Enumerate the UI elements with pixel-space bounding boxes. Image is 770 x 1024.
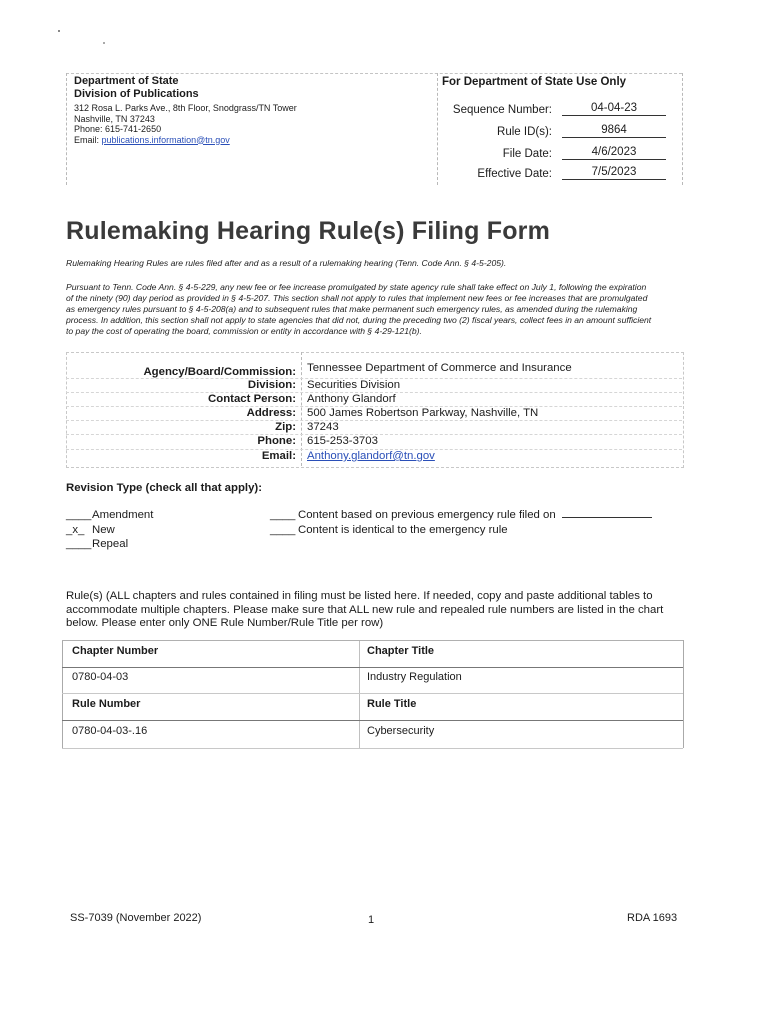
agency-row-value: Tennessee Department of Commerce and Insurance (307, 362, 572, 374)
header-top-border (66, 73, 682, 74)
rule-number-header: Rule Number (72, 698, 141, 710)
state-use-field-row (440, 102, 672, 118)
state-use-field-label: File Date: (502, 148, 552, 160)
agency-row-value: Anthony Glandorf (307, 393, 396, 405)
rules-instructions (66, 590, 663, 631)
state-use-field-value: 04-04-23 (562, 102, 666, 116)
rule-title-value: Cybersecurity (367, 725, 435, 737)
rule-title-header: Rule Title (367, 698, 417, 710)
rules-table-line (62, 640, 683, 641)
agency-row-label: Division: (247, 379, 296, 391)
intro-note: Rulemaking Hearing Rules are rules filed after and as a result of a rulemaking hearing (Tenn. Code Ann. § 4-5-205). (66, 258, 507, 268)
revision-option-repeal[interactable]: ____Repeal (66, 538, 129, 550)
rule-number-value: 0780-04-03-.16 (72, 725, 148, 737)
office-address-line2: Nashville, TN 37243 (74, 113, 155, 124)
state-use-field-row (440, 124, 672, 140)
department-name: Department of State (74, 75, 179, 87)
state-use-field-label: Effective Date: (477, 168, 552, 180)
statute-line: of the ninety (90) day period as provided in § 4-5-207. This section shall not apply to rules that implement new fees or fee increases that are promulgated (66, 293, 648, 303)
agency-row-label: Address: (246, 407, 296, 419)
state-use-field-row (440, 146, 672, 162)
agency-row-value: Securities Division (307, 379, 401, 391)
chapter-number-header: Chapter Number (72, 645, 159, 657)
revision-option-emergency-based[interactable]: ____ Content based on previous emergency rule filed on (270, 508, 652, 523)
agency-row-separator (66, 420, 682, 421)
rules-table-line (62, 720, 683, 721)
agency-row-value: 500 James Robertson Parkway, Nashville, TN (307, 407, 539, 419)
state-use-field-label: Sequence Number: (452, 104, 552, 116)
statute-line: to pay the cost of operating the board, commission or entity in accordance with § 4-29-121(b). (66, 326, 422, 336)
scan-speck (103, 42, 105, 44)
statute-paragraph (66, 282, 706, 337)
agency-row-separator (66, 434, 682, 435)
footer-rda: RDA 1693 (627, 912, 678, 924)
header-divider (437, 73, 438, 185)
agency-row-label: Zip: (275, 421, 296, 433)
agency-email-link[interactable]: Anthony.glandorf@tn.gov (307, 450, 435, 462)
revision-option-new[interactable]: _x_ New (66, 523, 115, 536)
revision-option-amendment[interactable]: ____Amendment (66, 509, 154, 521)
scan-speck (58, 30, 60, 32)
chapter-title-header: Chapter Title (367, 645, 435, 657)
emergency-date-blank[interactable] (562, 508, 652, 518)
division-name: Division of Publications (74, 88, 199, 100)
revision-left-options (66, 508, 153, 552)
office-address-line1: 312 Rosa L. Parks Ave., 8th Floor, Snodgrass/TN Tower (74, 103, 297, 113)
state-use-title: For Department of State Use Only (442, 76, 627, 88)
revision-right-options (270, 508, 652, 537)
state-use-field-row (440, 166, 672, 182)
state-use-field-value: 4/6/2023 (562, 146, 666, 160)
rules-table-col-divider (359, 640, 360, 748)
agency-row-separator (66, 406, 682, 407)
chapter-number-value: 0780-04-03 (72, 671, 129, 683)
revision-option-emergency-identical[interactable]: ____ Content is identical to the emergency rule (270, 523, 508, 536)
office-email-label: Email: (74, 134, 100, 145)
rules-table-line (62, 667, 683, 668)
state-use-field-value: 7/5/2023 (562, 166, 666, 180)
header-right-border (682, 73, 683, 185)
office-email-link[interactable]: publications.information@tn.gov (101, 134, 230, 145)
footer-page-number: 1 (368, 914, 375, 926)
statute-line: as emergency rules pursuant to § 4-5-208(a) and to subsequent rules that make permanent such emergency rules, as amended during the rulemaking (66, 304, 638, 314)
revision-heading: Revision Type (check all that apply): (66, 482, 263, 494)
header-left-border (66, 73, 67, 185)
office-email-row (74, 135, 434, 146)
rules-table-line (62, 693, 683, 694)
statute-line: Pursuant to Tenn. Code Ann. § 4-5-229, any new fee or fee increase promulgated by state agency rule shall take effect on July 1, following the expiration (66, 282, 647, 292)
chapter-title-value: Industry Regulation (367, 671, 462, 683)
footer-form-id: SS-7039 (November 2022) (70, 912, 202, 924)
rules-instructions-line: accommodate multiple chapters. Please make sure that ALL new rule and repealed rule numbers are listed in the chart (66, 603, 664, 616)
agency-row-label: Agency/Board/Commission: (143, 366, 296, 378)
header-left (74, 75, 434, 145)
agency-row-value: 615-253-3703 (307, 435, 378, 447)
rules-instructions-line: below. Please enter only ONE Rule Number/Rule Title per row) (66, 617, 384, 629)
office-phone: Phone: 615-741-2650 (74, 124, 162, 134)
rules-table-line (62, 748, 683, 749)
state-use-field-value: 9864 (562, 124, 666, 138)
statute-line: process. In addition, this section shall not apply to state agencies that did not, during the preceding two (2) fiscal years, collect fees in an amount sufficient (66, 315, 652, 325)
form-title: Rulemaking Hearing Rule(s) Filing Form (66, 217, 551, 245)
rules-instructions-line: Rule(s) (ALL chapters and rules contained in filing must be listed here. If needed, copy and paste additional tables to (66, 590, 653, 602)
state-use-field-label: Rule ID(s): (497, 126, 552, 138)
agency-row-value: 37243 (307, 421, 339, 433)
agency-row-separator (66, 449, 682, 450)
agency-row-label: Contact Person: (208, 393, 296, 405)
agency-row-label: Phone: (257, 435, 296, 447)
agency-row-separator (66, 378, 682, 379)
agency-row-separator (66, 392, 682, 393)
agency-row-label: Email: (261, 450, 296, 462)
